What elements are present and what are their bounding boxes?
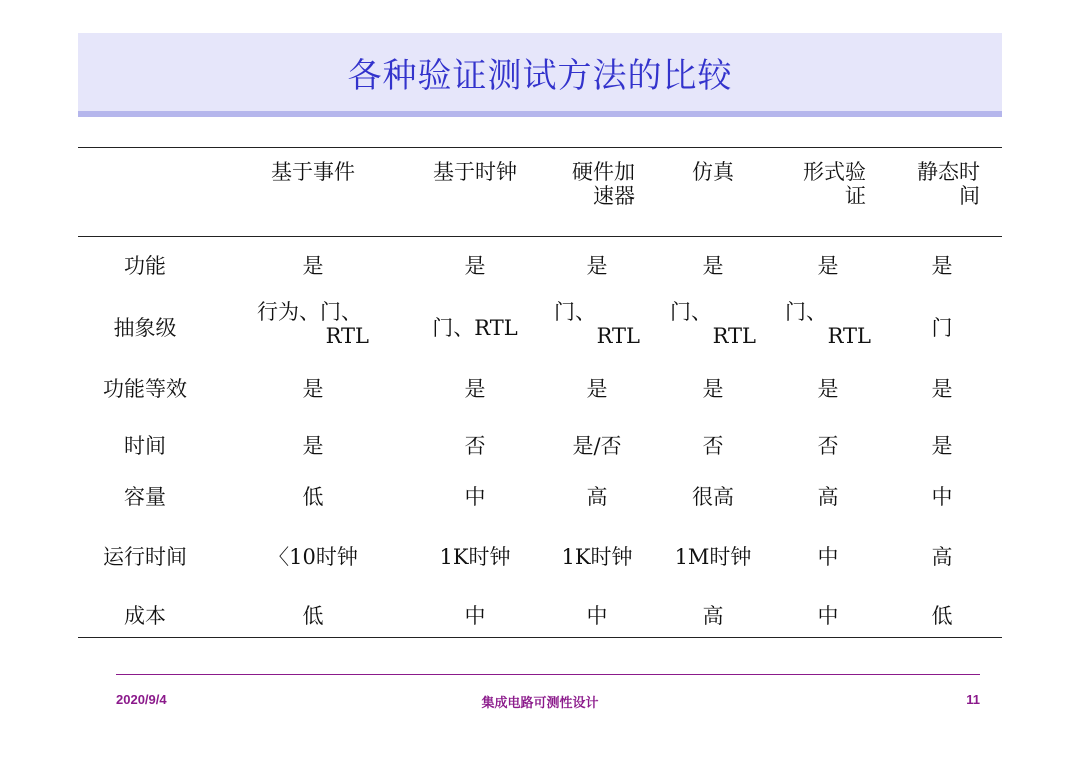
table-cell: 〈10时钟 [268, 545, 358, 569]
table-cell: 中 [817, 545, 839, 569]
table-cell: 低 [931, 604, 953, 628]
row-label: 抽象级 [113, 316, 177, 340]
table-cell-line1: 门、 [670, 300, 712, 324]
table-cell: 中 [464, 604, 486, 628]
row-label: 时间 [124, 434, 166, 458]
table-cell: 是 [586, 377, 608, 401]
column-header-line2: 速器 [593, 184, 635, 208]
column-header-line1: 基于事件 [271, 160, 355, 184]
table-cell: 1M时钟 [674, 545, 752, 569]
column-header-line1: 硬件加 [572, 160, 635, 184]
row-label: 运行时间 [103, 545, 187, 569]
table-cell: 门 [931, 316, 953, 340]
table-cell: 是 [464, 377, 486, 401]
table-cell-line2: RTL [596, 324, 640, 348]
table-cell: 高 [586, 485, 608, 509]
table-bottom-rule [78, 637, 1002, 638]
footer-page-number: 11 [966, 692, 980, 707]
table-cell: 很高 [692, 485, 734, 509]
row-label: 功能 [124, 254, 166, 278]
row-label: 容量 [124, 485, 166, 509]
table-cell-line1: 门、 [785, 300, 827, 324]
column-header-line1: 形式验 [803, 160, 866, 184]
footer-course: 集成电路可测性设计 [481, 695, 599, 710]
table-cell: 是 [817, 377, 839, 401]
title-band [78, 33, 1002, 117]
table-cell-line2: RTL [827, 324, 871, 348]
table-cell: 是 [931, 254, 953, 278]
table-cell-line2: RTL [712, 324, 756, 348]
table-cell-line2: RTL [325, 324, 369, 348]
table-cell: 1K时钟 [561, 545, 633, 569]
column-header-line1: 基于时钟 [433, 160, 517, 184]
table-cell: 中 [817, 604, 839, 628]
table-cell: 是 [302, 434, 324, 458]
row-label: 功能等效 [103, 377, 187, 401]
table-cell: 是 [302, 254, 324, 278]
table-cell: 高 [817, 485, 839, 509]
footer-divider [116, 674, 980, 675]
table-cell: 是/否 [572, 434, 622, 458]
table-cell-line1: 门、 [554, 300, 596, 324]
column-header-line1: 静态时 [917, 160, 980, 184]
table-cell: 门、RTL [432, 316, 518, 340]
column-header-line1: 仿真 [692, 160, 734, 184]
table-cell: 是 [302, 377, 324, 401]
table-cell: 低 [302, 604, 324, 628]
footer-date: 2020/9/4 [116, 692, 167, 707]
table-cell: 否 [817, 434, 839, 458]
table-cell: 否 [702, 434, 724, 458]
table-cell: 是 [931, 434, 953, 458]
table-top-rule [78, 147, 1002, 148]
table-cell: 低 [302, 485, 324, 509]
column-header-line2: 证 [845, 184, 866, 208]
row-label: 成本 [124, 604, 166, 628]
table-cell: 高 [931, 545, 953, 569]
table-cell: 是 [931, 377, 953, 401]
table-cell: 是 [702, 377, 724, 401]
table-cell: 中 [464, 485, 486, 509]
table-cell: 是 [586, 254, 608, 278]
column-header-line2: 间 [959, 184, 980, 208]
slide-title: 各种验证测试方法的比较 [347, 55, 733, 96]
table-cell: 1K时钟 [439, 545, 511, 569]
table-header-rule [78, 236, 1002, 237]
table-cell: 中 [931, 485, 953, 509]
table-cell: 高 [702, 604, 724, 628]
table-cell: 是 [464, 254, 486, 278]
table-cell: 中 [586, 604, 608, 628]
table-cell-line1: 行为、门、 [257, 300, 362, 324]
table-cell: 是 [702, 254, 724, 278]
table-cell: 是 [817, 254, 839, 278]
table-cell: 否 [464, 434, 486, 458]
